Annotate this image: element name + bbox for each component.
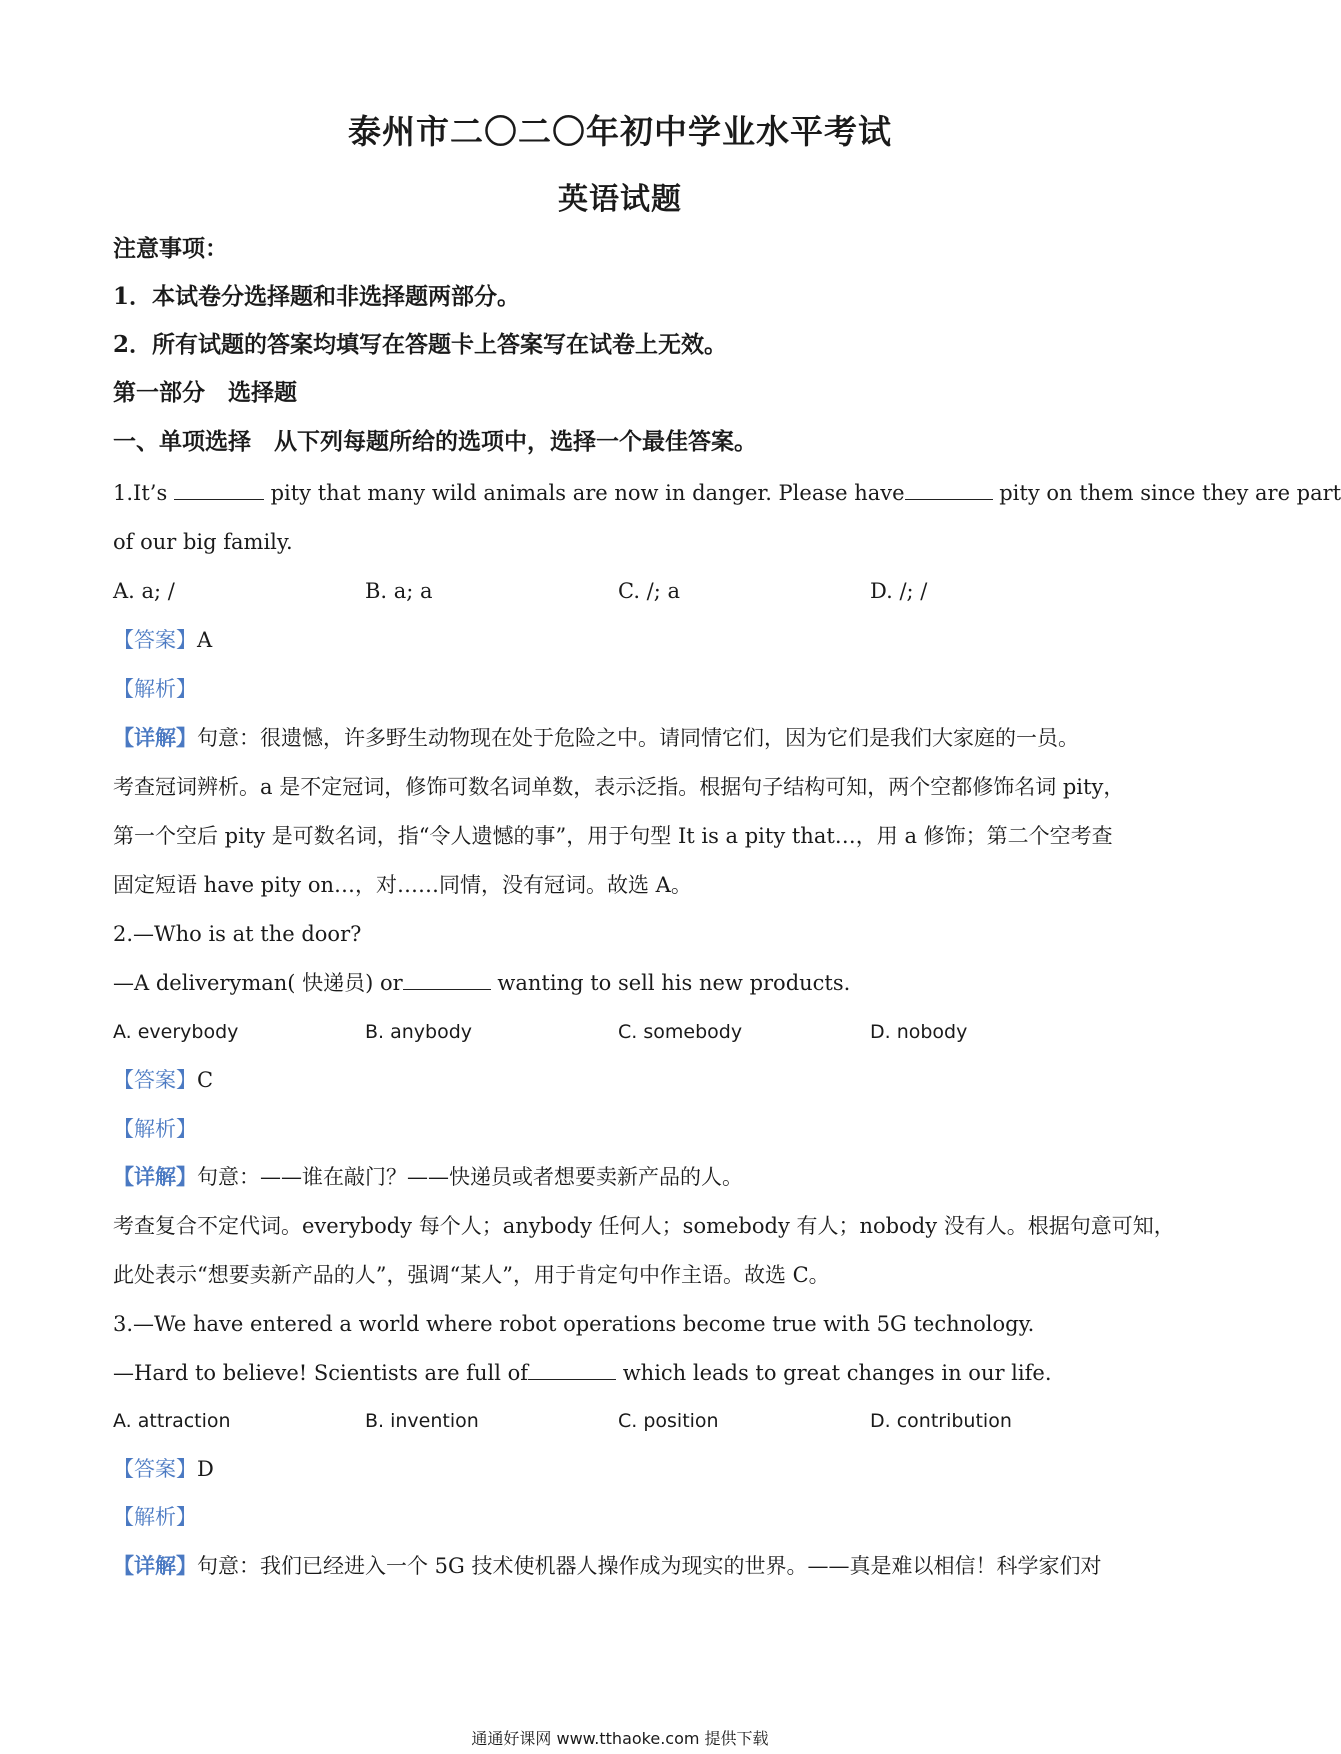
q2-analysis-label: 【解析】: [113, 1117, 197, 1141]
q2-stem-part-a: —A deliveryman( 快递员) or: [113, 971, 403, 995]
q3-answer-value: D: [197, 1457, 214, 1481]
q3-stem-line-1: 3.—We have entered a world where robot operations become true with 5G technology.: [113, 1312, 1035, 1336]
q3-option-b: B. invention: [365, 1410, 479, 1432]
q1-stem-part-b: pity that many wild animals are now in danger. Please have: [263, 481, 905, 505]
q2-stem-line-1: 2.—Who is at the door?: [113, 922, 362, 946]
q2-answer: [113, 1065, 1133, 1095]
q2-option-b: B. anybody: [365, 1021, 473, 1043]
q1-blank-2: [905, 481, 993, 500]
q2-options: [113, 1017, 1113, 1047]
q1-stem-part-c: pity on them since they are part: [992, 481, 1341, 505]
q1-answer-value: A: [197, 628, 213, 652]
q2-answer-label: 【答案】: [113, 1068, 197, 1092]
q1-stem-part-a: 1.It’s: [113, 481, 174, 505]
q3-answer: [113, 1454, 1133, 1484]
q2-detail-line-2: 考查复合不定代词。everybody 每个人；anybody 任何人；somebody 有人；nobody 没有人。根据句意可知，: [113, 1214, 1175, 1238]
q3-options: [113, 1406, 1113, 1436]
q2-answer-value: C: [197, 1068, 214, 1092]
q2-stem-line-2: [113, 968, 1133, 998]
exam-subtitle: 英语试题: [558, 182, 682, 217]
q3-blank: [528, 1361, 616, 1380]
q1-stem-line-2: of our big family.: [113, 530, 293, 554]
q1-stem-line-1: [113, 478, 1341, 508]
q2-option-d: D. nobody: [870, 1021, 968, 1043]
page-footer: 通通好课网 www.tthaoke.com 提供下载: [471, 1729, 769, 1748]
q1-option-d: D. /; /: [870, 579, 928, 603]
q2-blank: [403, 971, 491, 990]
part-heading: 第一部分 选择题: [113, 379, 297, 406]
q1-detail-line-1: [113, 723, 1133, 753]
q1-detail-line-4: 固定短语 have pity on…，对……同情，没有冠词。故选 A。: [113, 873, 692, 897]
q1-blank-1: [174, 481, 264, 500]
q3-detail-line-1: [113, 1551, 1133, 1581]
q2-detail-line-3: 此处表示“想要卖新产品的人”，强调“某人”，用于肯定句中作主语。故选 C。: [113, 1263, 830, 1287]
q2-detail-text-1: 句意：——谁在敲门？——快递员或者想要卖新产品的人。: [197, 1165, 743, 1189]
q2-option-c: C. somebody: [618, 1021, 743, 1043]
q1-option-b: B. a; a: [365, 579, 433, 603]
notes-item-1: 1．本试卷分选择题和非选择题两部分。: [113, 283, 521, 310]
q1-detail-line-2: 考查冠词辨析。a 是不定冠词，修饰可数名词单数，表示泛指。根据句子结构可知，两个空都修饰名词 pity，: [113, 775, 1125, 799]
q3-detail-text-1: 句意：我们已经进入一个 5G 技术使机器人操作成为现实的世界。——真是难以相信！科学家们对: [197, 1554, 1102, 1578]
q3-option-d: D. contribution: [870, 1410, 1012, 1432]
notes-heading: 注意事项：: [113, 235, 228, 262]
q2-detail-line-1: [113, 1162, 1133, 1192]
q3-analysis-label: 【解析】: [113, 1505, 197, 1529]
q1-detail-text-1: 句意：很遗憾，许多野生动物现在处于危险之中。请同情它们，因为它们是我们大家庭的一员。: [197, 726, 1079, 750]
q3-option-a: A. attraction: [113, 1410, 231, 1432]
q3-stem-part-a: —Hard to believe! Scientists are full of: [113, 1361, 529, 1385]
q3-stem-part-b: which leads to great changes in our life.: [616, 1361, 1052, 1385]
q1-option-a: A. a; /: [113, 579, 175, 603]
section-heading: 一、单项选择 从下列每题所给的选项中，选择一个最佳答案。: [113, 428, 757, 455]
q1-options: [113, 576, 1113, 606]
q1-answer-label: 【答案】: [113, 628, 197, 652]
q1-answer: [113, 625, 1133, 655]
q1-option-c: C. /; a: [618, 579, 681, 603]
q3-answer-label: 【答案】: [113, 1457, 197, 1481]
q1-analysis-label: 【解析】: [113, 677, 197, 701]
q3-detail-label: 【详解】: [113, 1553, 197, 1578]
exam-title: 泰州市二〇二〇年初中学业水平考试: [348, 112, 892, 151]
q2-detail-label: 【详解】: [113, 1164, 197, 1189]
q2-option-a: A. everybody: [113, 1021, 239, 1043]
q2-stem-part-b: wanting to sell his new products.: [490, 971, 851, 995]
q3-option-c: C. position: [618, 1410, 719, 1432]
q3-stem-line-2: [113, 1358, 1133, 1388]
notes-item-2: 2．所有试题的答案均填写在答题卡上答案写在试卷上无效。: [113, 331, 728, 358]
q1-detail-line-3: 第一个空后 pity 是可数名词，指“令人遗憾的事”，用于句型 It is a pity that…，用 a 修饰；第二个空考查: [113, 824, 1113, 848]
q1-detail-label: 【详解】: [113, 725, 197, 750]
